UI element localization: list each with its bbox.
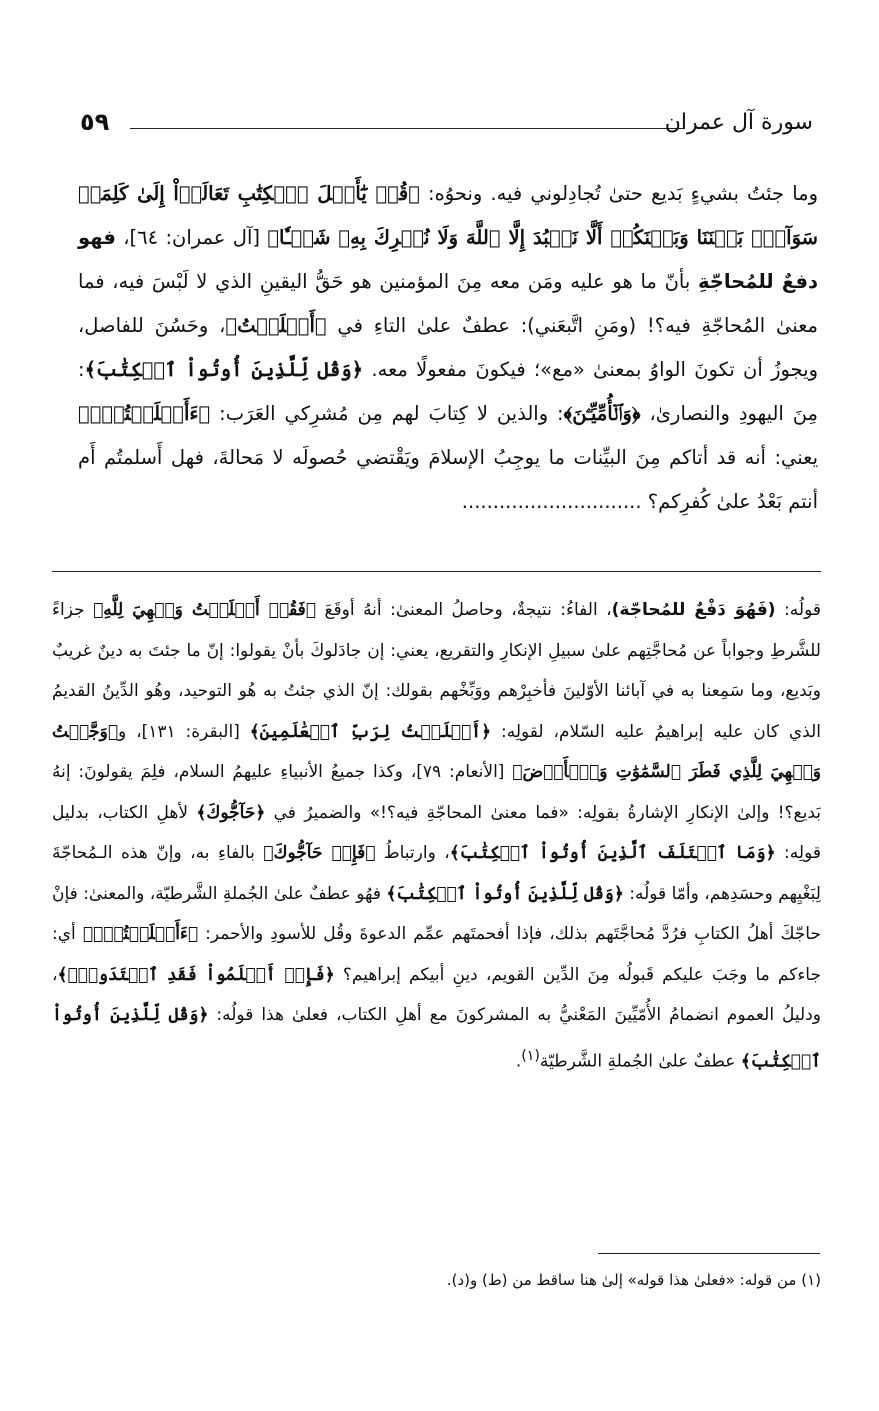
text-run: ، ودليلُ العموم انضمامُ الأُمّيِّينَ المَعْنيُّ به المشركونَ مع أهلِ الكتاب، فعلىٰ هذا قولُه: (52, 964, 821, 1025)
quran-quote: ﴿أَسۡلَمۡتُ﴾ (225, 314, 327, 337)
quran-quote: ﴿وَٱلۡأُمِّيِّـۧنَ﴾ (563, 402, 641, 425)
text-run: أي: جاءكم ما وجَبَ عليكم قَبولُه مِنَ الدِّين القويم، دينِ أبيكم إبراهيم؟ (52, 924, 821, 985)
text-run: بالفاءِ به، وإنّ هذه الـمُحاجّةَ لِبَغْيِهم وحسَدِهم، وأمّا قولُه: (52, 843, 821, 904)
running-title: سورة آل عمران (664, 110, 813, 135)
quran-quote: ﴿وَقُل لِّلَّذِينَ أُوتُواْ ٱلۡكِتَٰبَ﴾ (52, 1005, 821, 1072)
section-divider (52, 571, 821, 572)
text-run: فهُو عطفٌ علىٰ الجُملةِ الشَّرطيّة، والمعنىٰ: فإنْ حاجّكَ أهلُ الكتابِ فرُدَّ مُحاجَّتَهم بذلك، فإذا أفحمتَهم عمِّم الدعوةَ وقُل للأسودِ والأحمر: (52, 883, 821, 944)
quran-quote: ﴿أَسۡلَمۡتُ لِرَبِّ ٱلۡعَٰلَمِينَ﴾ (249, 721, 492, 742)
page-header (80, 108, 813, 148)
text-run: . (515, 1051, 522, 1072)
footnote-ref: (١) (521, 1047, 540, 1064)
main-paragraph (78, 172, 818, 524)
quran-quote: ﴿حَآجُّوكَ﴾ (196, 802, 266, 823)
commentary-text (52, 590, 821, 1082)
text-run: ، وحَسُنَ للفاصل، ويجوزُ أن تكونَ الواوُ بمعنىٰ «مع»؛ فيكونَ مفعولًا معه. (78, 314, 818, 381)
quran-quote: ﴿فَإِنۡ حَآجُّوكَ﴾ (263, 843, 376, 863)
quran-quote: ﴿وَقُل لِّلَّذِينَ أُوتُواْ ٱلۡكِتَٰبَ﴾ (386, 883, 624, 904)
text-run: [الأنعام: ٧٩]، وكذا جميعُ الأنبياءِ عليهمُ السلام، فلِمَ يقولونَ: إنهُ بَديع؟! وإلىٰ الإنكارِ الإشارةُ بقولِه: «فما معنىٰ المحاجّةِ فيه؟!» والضميرُ في (52, 762, 821, 823)
text-run: [آل عمران: ٦٤]، (115, 226, 268, 249)
page-number: ٥٩ (80, 108, 110, 136)
text-run: ، الفاءُ: نتيجةٌ، وحاصلُ المعنىٰ: أنهُ أوقَعَ (316, 600, 612, 620)
text-run: بأنّ ما هو عليه ومَن معه مِنَ المؤمنين هو حَقُّ اليقينِ الذي لا لَبْسَ فيه، فما معنىٰ المُحاجّةِ فيه؟! (ومَنِ اتَّبعَني): عطفٌ علىٰ التاءِ في (78, 270, 818, 337)
text-run: وما جئتُ بشيءٍ بَديع حتىٰ تُجادِلوني فيه. ونحوُه: (419, 182, 818, 205)
text-run: : والذين لا كِتابَ لهم مِن مُشرِكي العَرَب: (210, 402, 564, 425)
text-run: : مِنَ اليهودِ والنصارىٰ، (78, 358, 818, 425)
text-run: يعني: أنه قد أتاكم مِنَ البيِّنات ما يوجِبُ الإسلامَ ويَقْتضي حُصولَه لا مَحالةَ، فهل أَسلمتُم أَم أنتم بَعْدُ علىٰ كُفرِكم؟ ............................. (78, 446, 818, 513)
header-rule (130, 128, 683, 129)
footnote: (١) من قوله: «فعلىٰ هذا قوله» إلىٰ هنا ساقط من (ط) و(د). (446, 1271, 821, 1289)
text-run: جزاءً للشَّرطِ وجواباً عن مُحاجَّتِهم علىٰ سبيلِ الإنكارِ والتقريع، يعني: إن جادَلوكَ بأنْ يقولوا: إنّ ما جئتَ به دينٌ غريبٌ وبَديع، وما سَمِعنا به في آبائنا الأوّلينَ فأخبِرْهم ووَبِّخْهم بقولك: إنّ الذي جئتُ به هُو التوحيد، وهُو الدِّينُ القديمُ الذي كان عليه إبراهيمُ عليه السّلام، لقولِه: (52, 600, 822, 742)
footnote-rule (598, 1253, 820, 1254)
quran-quote: ﴿فَقُلۡ أَسۡلَمۡتُ وَجۡهِيَ لِلَّهِ﴾ (93, 600, 316, 620)
emphasis: فهو دفعٌ للمُحاجّةِ (78, 226, 818, 293)
text-run: لأهلِ الكتاب، بدليل قولِه: (52, 802, 821, 863)
quran-quote: ﴿وَمَا ٱخۡتَلَفَ ٱلَّذِينَ أُوتُواْ ٱلۡكِتَٰبَ﴾ (449, 843, 776, 863)
quran-quote: ﴿قُلۡ يَٰٓأَهۡلَ ٱلۡكِتَٰبِ تَعَالَوۡاْ إِلَىٰ كَلِمَةٖ سَوَآءِۭ بَيۡنَنَا وَبَيۡنَكُمۡ أَلَّا نَعۡبُدَ إِلَّا ٱللَّهَ وَلَا نُشۡرِكَ بِهِۦ شَيۡـٔٗا﴾ (78, 182, 819, 249)
text-run: [البقرة: ١٣١]، و (118, 721, 250, 742)
quran-quote: ﴿وَقُل لِّلَّذِينَ أُوتُواْ ٱلۡكِتَٰبَ﴾ (84, 358, 364, 381)
emphasis: (فَهُوَ دَفْعٌ للمُحاجّة) (611, 600, 776, 620)
quran-quote: ﴿وَجَّهۡتُ وَجۡهِيَ لِلَّذِي فَطَرَ ٱلسَّمَٰوَٰتِ وَٱلۡأَرۡضَ﴾ (52, 721, 821, 782)
quran-quote: ﴿ءَأَسۡلَمۡتُمۡۚ﴾ (78, 402, 211, 425)
main-text (78, 172, 818, 524)
quran-quote: ﴿فَإِنۡ أَسۡلَمُواْ فَقَدِ ٱهۡتَدَواْۖ﴾ (57, 964, 335, 985)
text-run: ، وارتباطُ (375, 843, 450, 863)
quran-quote: ﴿ءَأَسۡلَمۡتُمۡۚ﴾ (82, 924, 199, 944)
text-run: قولُه: (775, 600, 822, 620)
text-run: عطفٌ علىٰ الجُملةِ الشَّرطيّة (539, 1051, 741, 1072)
commentary-paragraph (52, 590, 821, 1082)
